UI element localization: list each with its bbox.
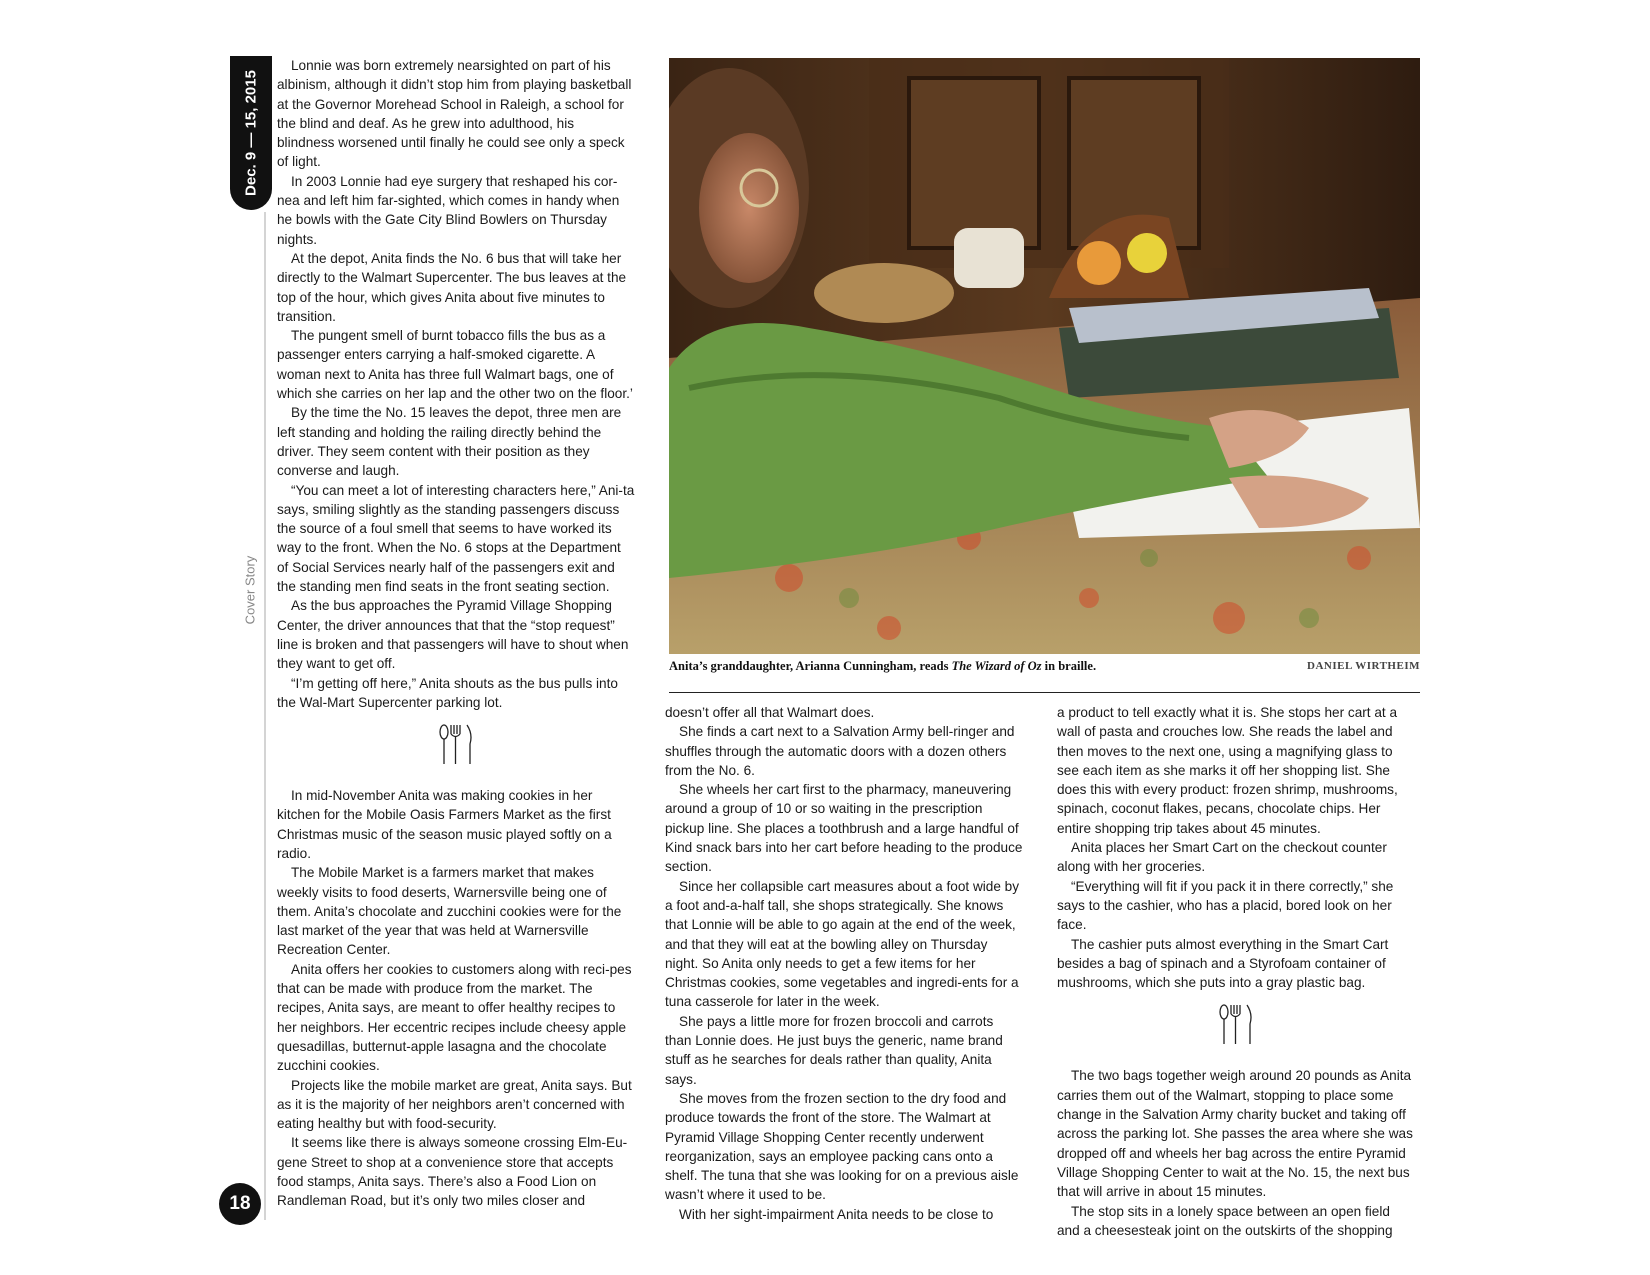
photo-caption <box>669 659 1420 674</box>
paragraph: In 2003 Lonnie had eye surgery that reshaped his cor-nea and left him far-sighted, which comes in handy when he bowls with the Gate City Blind Bowlers on Thursday nights. <box>277 173 620 247</box>
paragraph: Since her collapsible cart measures about a foot wide by a foot and-a-half tall, she shops strategically. She knows that Lonnie will be able to go again at the end of the week, and that they will eat at the bowling alley on Thursday night. So Anita only needs to get a few items for her Christmas cookies, some vegetables and ingredi-ents for a tuna casserole for later in the week. <box>665 878 1020 1010</box>
paragraph: As the bus approaches the Pyramid Village Shopping Center, the driver announces that that the “stop request” line is broken and that passengers will have to shout when they want to get off. <box>277 598 629 672</box>
caption-rule <box>669 692 1420 693</box>
column-1-lower <box>277 786 635 1211</box>
cutlery-divider-icon <box>1057 1002 1415 1046</box>
paragraph: The stop sits in a lonely space between an open field and a cheesesteak joint on the outskirts of the shopping <box>1057 1203 1393 1238</box>
paragraph: The pungent smell of burnt tobacco fills the bus as a passenger enters carrying a half-smoked cigarette. A woman next to Anita has three full Walmart bags, one of which she carries on her lap and the other two on the floor.’ <box>277 328 633 402</box>
margin-rule <box>264 212 266 1220</box>
column-3-lower <box>1057 1066 1415 1240</box>
caption-text: Anita’s granddaughter, Arianna Cunningham, reads <box>669 659 952 673</box>
paragraph: The cashier puts almost everything in the Smart Cart besides a bag of spinach and a Styrofoam container of mushrooms, which she puts into a gray plastic bag. <box>1057 936 1389 991</box>
article-column-2 <box>665 703 1023 1224</box>
paragraph: She pays a little more for frozen broccoli and carrots than Lonnie does. He just buys the generic, name brand stuff as he searches for deals rather than quality, Anita says. <box>665 1013 1003 1087</box>
paragraph: She finds a cart next to a Salvation Army bell-ringer and shuffles through the automatic doors with a dozen others from the No. 6. <box>665 724 1015 778</box>
section-label: Cover Story <box>242 555 258 625</box>
column-2-body <box>665 703 1023 1224</box>
paragraph: With her sight-impairment Anita needs to be close to <box>679 1206 994 1222</box>
paragraph: At the depot, Anita finds the No. 6 bus that will take her directly to the Walmart Supercenter. The bus leaves at the top of the hour, which gives Anita about five minutes to transition. <box>277 250 627 324</box>
paragraph: The Mobile Market is a farmers market that makes weekly visits to food deserts, Warnersville being one of them. Anita’s chocolate and zucchini cookies were for the last market of the year that was held at Warnersville Recreation Center. <box>277 865 622 958</box>
paragraph: Projects like the mobile market are great, Anita says. But as it is the majority of her neighbors aren’t concerned with eating healthy but with food-security. <box>277 1077 632 1132</box>
issue-date: Dec. 9 — 15, 2015 <box>242 70 260 196</box>
paragraph: In mid-November Anita was making cookies in her kitchen for the Mobile Oasis Farmers Market as the first Christmas music of the season music played softly on a radio. <box>277 788 612 861</box>
paragraph: By the time the No. 15 leaves the depot, three men are left standing and holding the railing directly behind the driver. They seem content with their position as they converse and laugh. <box>277 405 622 479</box>
paragraph: “I’m getting off here,” Anita shouts as the bus pulls into the Wal-Mart Supercenter parking lot. <box>277 675 618 710</box>
paragraph: The two bags together weigh around 20 pounds as Anita carries them out of the Walmart, stopping to place some change in the Salvation Army charity bucket and taking off across the parking lot. She passes the area where she was dropped off and wheels her bag across the entire Pyramid Village Shopping Center to wait at the No. 15, the next bus that will arrive in about 15 minutes. <box>1057 1068 1413 1200</box>
paragraph: doesn’t offer all that Walmart does. <box>665 705 875 720</box>
paragraph: a product to tell exactly what it is. She stops her cart at a wall of pasta and crouches low. She reads the label and then moves to the next one, using a magnifying glass to see each item as she marks it off her shopping list. She does this with every product: frozen shrimp, mushrooms, spinach, coconut flakes, pecans, chocolate chips. Her entire shopping trip takes about 45 minutes. <box>1057 705 1398 836</box>
photo-credit: DANIEL WIRTHEIM <box>1307 660 1420 672</box>
caption-end: in braille. <box>1041 659 1097 673</box>
article-column-1 <box>277 56 635 1211</box>
article-column-3 <box>1057 703 1415 1240</box>
paragraph: “You can meet a lot of interesting characters here,” Ani-ta says, smiling slightly as the standing passengers discuss the source of a foul smell that seems to have worked its way to the front. When the No. 6 stops at the Department of Social Services nearly half of the passengers exit and the standing men find seats in the front seating section. <box>277 482 635 595</box>
page-number: 18 <box>219 1183 261 1225</box>
column-3-upper <box>1057 703 1415 992</box>
paragraph: It seems like there is always someone crossing Elm-Eu-gene Street to shop at a convenience store that accepts food stamps, Anita says. There’s also a Food Lion on Randleman Road, but it’s only two miles closer and <box>277 1135 628 1209</box>
paragraph: She wheels her cart first to the pharmacy, maneuvering around a group of 10 or so waiting in the prescription pickup line. She places a toothbrush and a large handful of Kind snack bars into her cart before heading to the produce section. <box>665 782 1023 875</box>
caption-book-title: The Wizard of Oz <box>951 659 1042 673</box>
paragraph: “Everything will fit if you pack it in there correctly,” she says to the cashier, who has a placid, bored look on her face. <box>1057 878 1394 933</box>
column-1-upper <box>277 56 635 712</box>
cutlery-divider-icon <box>277 722 635 766</box>
paragraph: Anita places her Smart Cart on the checkout counter along with her groceries. <box>1057 840 1387 875</box>
paragraph: Anita offers her cookies to customers along with reci-pes that can be made with produce from the market. The recipes, Anita says, are meant to offer healthy recipes to her neighbors. Her eccentric recipes include cheesy apple quesadillas, butternut-apple lasagna and the chocolate zucchini cookies. <box>277 961 632 1074</box>
paragraph: She moves from the frozen section to the dry food and produce towards the front of the store. The Walmart at Pyramid Village Shopping Center recently underwent reorganization, says an employee packing cans onto a shelf. The tuna that she was looking for on a previous aisle wasn’t where it used to be. <box>665 1090 1019 1203</box>
paragraph: Lonnie was born extremely nearsighted on part of his albinism, although it didn’t stop him from playing basketball at the Governor Morehead School in Raleigh, a school for the blind and deaf. As he grew into adulthood, his blindness worsened until finally he could see only a speck of light. <box>277 58 632 170</box>
photo-braille-reader <box>669 58 1420 654</box>
